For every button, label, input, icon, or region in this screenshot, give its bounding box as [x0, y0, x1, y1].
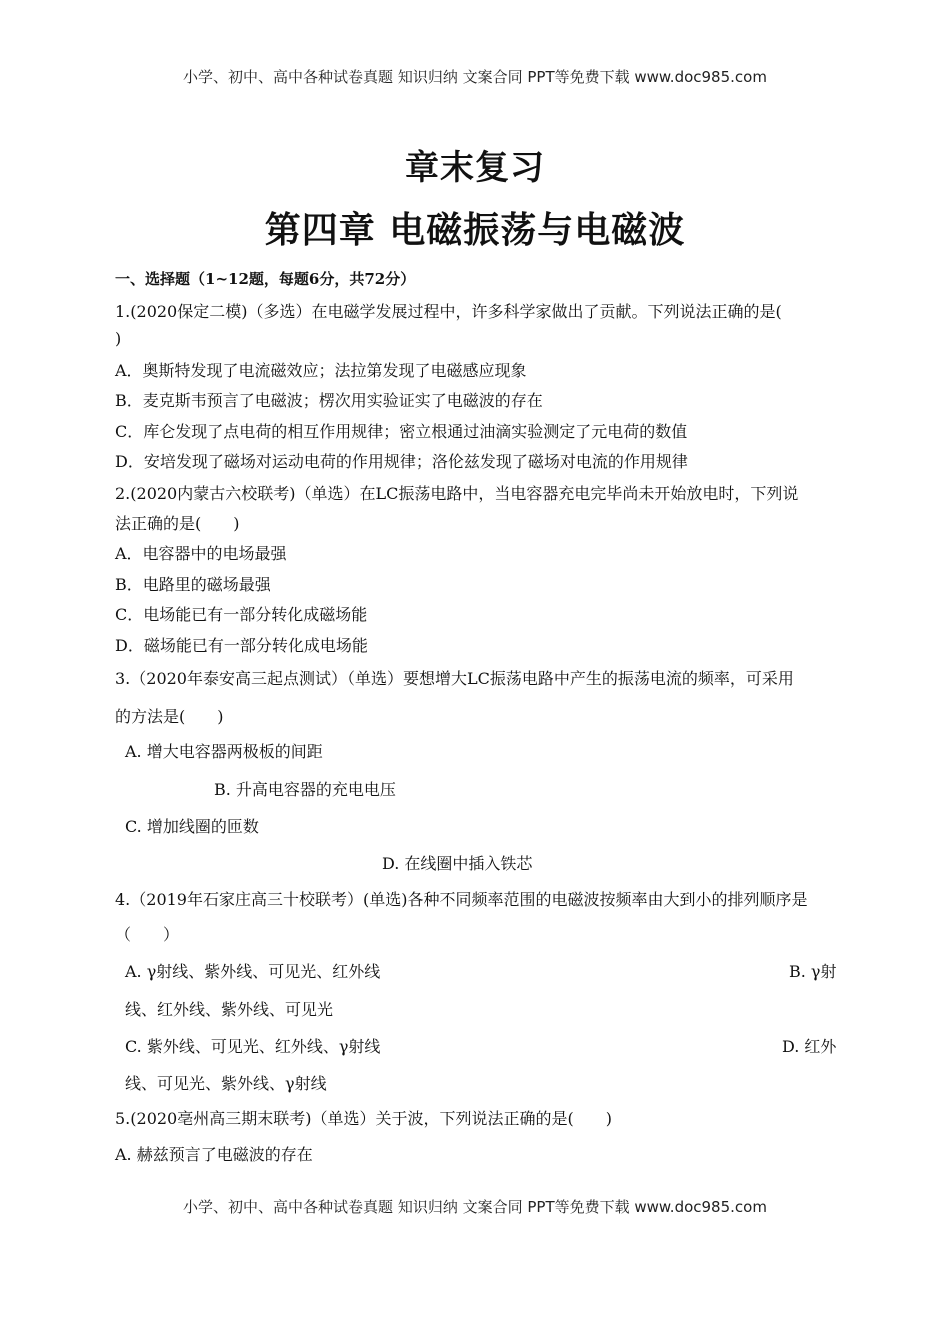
q3-option-b: B. 升高电容器的充电电压	[214, 780, 396, 799]
q2-option-a: A．电容器中的电场最强	[115, 544, 287, 563]
q4-stem-line1: 4.（2019年石家庄高三十校联考）(单选)各种不同频率范围的电磁波按频率由大到小的排列顺序是	[115, 890, 808, 909]
q3-option-c: C. 增加线圈的匝数	[125, 817, 259, 836]
q4-option-d-end: 线、可见光、紫外线、γ射线	[125, 1074, 327, 1093]
q1-option-d: D．安培发现了磁场对运动电荷的作用规律；洛伦兹发现了磁场对电流的作用规律	[115, 452, 688, 471]
q2-option-c: C．电场能已有一部分转化成磁场能	[115, 605, 368, 624]
q2-option-d: D．磁场能已有一部分转化成电场能	[115, 636, 368, 655]
page-footer: 小学、初中、高中各种试卷真题 知识归纳 文案合同 PPT等免费下载 www.doc985.com	[183, 1198, 767, 1216]
q2-option-b: B．电路里的磁场最强	[115, 575, 271, 594]
q4-option-d-start: D. 红外	[782, 1037, 837, 1056]
q1-stem-line2: )	[115, 329, 122, 348]
q4-option-b-end: 线、红外线、紫外线、可见光	[125, 1000, 334, 1019]
page-subtitle: 第四章 电磁振荡与电磁波	[264, 210, 686, 251]
q3-option-d: D. 在线圈中插入铁芯	[382, 854, 533, 873]
q1-stem-line1: 1.(2020保定二模)（多选）在电磁学发展过程中，许多科学家做出了贡献。下列说法正确的是(	[115, 302, 782, 321]
q2-stem-line2: 法正确的是( )	[115, 514, 240, 533]
q1-option-c: C．库仑发现了点电荷的相互作用规律；密立根通过油滴实验测定了元电荷的数值	[115, 422, 688, 441]
q3-option-a: A. 增大电容器两极板的间距	[125, 742, 323, 761]
q4-option-a: A. γ射线、紫外线、可见光、红外线	[125, 962, 381, 981]
q1-option-b: B．麦克斯韦预言了电磁波；楞次用实验证实了电磁波的存在	[115, 391, 543, 410]
page-header: 小学、初中、高中各种试卷真题 知识归纳 文案合同 PPT等免费下载 www.doc985.com	[183, 68, 767, 86]
q5-stem-line1: 5.(2020亳州高三期末联考)（单选）关于波，下列说法正确的是( )	[115, 1109, 612, 1128]
q4-option-c: C. 紫外线、可见光、红外线、γ射线	[125, 1037, 381, 1056]
q4-option-b-start: B. γ射	[789, 962, 837, 981]
page-title: 章末复习	[405, 148, 545, 188]
q2-stem-line1: 2.(2020内蒙古六校联考)（单选）在LC振荡电路中，当电容器充电完毕尚未开始放电时，下列说	[115, 484, 799, 503]
q1-option-a: A．奥斯特发现了电流磁效应；法拉第发现了电磁感应现象	[115, 361, 527, 380]
section-heading: 一、选择题（1~12题，每题6分，共72分）	[115, 270, 416, 288]
q3-stem-line1: 3.（2020年泰安高三起点测试）（单选）要想增大LC振荡电路中产生的振荡电流的频率，可采用	[115, 669, 794, 688]
q5-option-a: A. 赫兹预言了电磁波的存在	[115, 1145, 313, 1164]
q4-stem-line2: （ ）	[115, 925, 180, 944]
q3-stem-line2: 的方法是( )	[115, 707, 224, 726]
